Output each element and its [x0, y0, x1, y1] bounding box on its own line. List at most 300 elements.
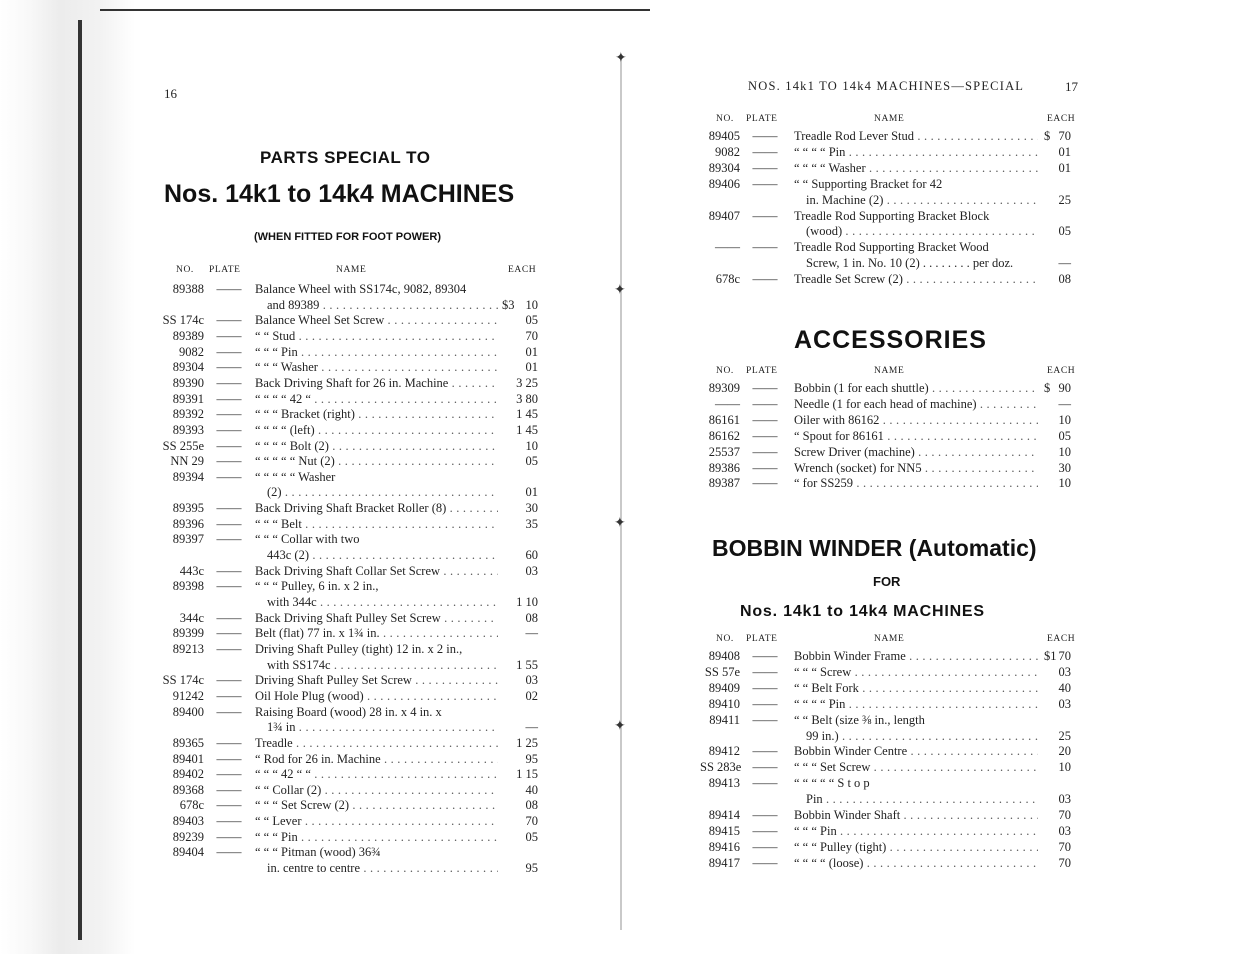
part-name: Treadle Rod Supporting Bracket Block — [794, 208, 990, 223]
part-name: Pin . . . — [806, 792, 1038, 808]
plate-dash: —— — [752, 696, 778, 711]
part-number: SS 283e — [700, 760, 742, 775]
part-number: 89393 — [172, 422, 204, 437]
table-row — [700, 193, 1080, 209]
table-row — [700, 792, 1080, 808]
part-price: — — [525, 626, 538, 641]
plate-dash: —— — [752, 855, 778, 870]
part-name: Bobbin (1 for each shuttle) . . . — [794, 381, 1038, 397]
dollar-sign: $ — [1044, 129, 1051, 143]
plate-dash: —— — [752, 839, 778, 854]
part-name: “ “ “ Set Screw . . . — [794, 760, 1038, 776]
plate-dash: —— — [216, 438, 242, 453]
part-number: SS 174c — [162, 673, 204, 688]
table-row — [158, 485, 548, 501]
part-number: 89411 — [709, 712, 740, 727]
part-name: Oiler with 86162 . . . — [794, 413, 1038, 429]
running-header: NOS. 14k1 TO 14k4 MACHINES—SPECIAL — [748, 79, 1025, 93]
part-number: 89399 — [172, 626, 204, 641]
part-number: 89416 — [708, 839, 740, 854]
plate-dash: —— — [216, 313, 242, 328]
table-row — [700, 272, 1080, 288]
part-number: —— — [715, 396, 740, 411]
table-row — [700, 381, 1080, 397]
part-number: 89414 — [708, 808, 740, 822]
plate-dash: —— — [216, 344, 242, 359]
column-no: NO. — [716, 366, 734, 376]
plate-dash: —— — [752, 649, 778, 663]
part-name: Driving Shaft Pulley Set Screw . . . — [255, 673, 498, 689]
column-plate: PLATE — [746, 114, 778, 124]
column-name: NAME — [336, 265, 367, 275]
table-row — [158, 282, 548, 298]
part-name: “ “ “ “ Bolt (2) . . . — [255, 439, 498, 455]
top-rule — [100, 9, 650, 11]
plate-dash: —— — [752, 176, 778, 191]
table-row — [158, 532, 548, 548]
part-name: Back Driving Shaft for 26 in. Machine . . . — [255, 376, 498, 392]
table-row — [158, 626, 548, 642]
plate-dash: —— — [216, 814, 242, 829]
plate-dash: —— — [216, 454, 242, 469]
accessories-title: ACCESSORIES — [794, 326, 987, 354]
part-price: 03 — [1058, 823, 1071, 838]
part-name: “ “ “ Pulley (tight) . . . — [794, 840, 1038, 856]
table-row — [158, 689, 548, 705]
part-name: “ “ “ Belt . . . — [255, 517, 498, 533]
table-row — [700, 429, 1080, 445]
part-price: 10 — [1058, 760, 1071, 775]
part-name: “ “ “ Washer . . . — [255, 360, 498, 376]
part-number: 89400 — [172, 704, 204, 719]
binding-mark: ✦ — [614, 719, 626, 734]
part-name: Treadle Rod Lever Stud . . . — [794, 129, 1038, 145]
part-price: — — [1058, 396, 1071, 411]
part-price: 95 — [525, 861, 538, 876]
plate-dash: —— — [216, 641, 242, 656]
plate-dash: —— — [752, 664, 778, 679]
part-number: 89407 — [708, 208, 740, 223]
table-row — [700, 445, 1080, 461]
table-row — [158, 783, 548, 799]
part-name: Back Driving Shaft Collar Set Screw . . . — [255, 564, 498, 580]
plate-dash: —— — [752, 444, 778, 459]
part-price: 08 — [525, 798, 538, 813]
plate-dash: —— — [752, 412, 778, 427]
section-note: (WHEN FITTED FOR FOOT POWER) — [254, 231, 441, 243]
part-price: 1 45 — [516, 407, 538, 422]
section-subtitle: PARTS SPECIAL TO — [260, 148, 431, 167]
table-row — [700, 161, 1080, 177]
part-price: 03 — [1058, 792, 1071, 807]
part-name: Bobbin Winder Centre . . . — [794, 744, 1038, 760]
section-title: Nos. 14k1 to 14k4 MACHINES — [164, 180, 515, 208]
part-price: 70 — [1058, 839, 1071, 854]
part-number: 89413 — [708, 776, 740, 791]
plate-dash: —— — [216, 516, 242, 531]
part-price: 03 — [1058, 664, 1071, 679]
part-number: 89406 — [708, 176, 740, 191]
part-price: 01 — [1058, 144, 1071, 159]
plate-dash: —— — [216, 735, 242, 750]
plate-dash: —— — [752, 396, 778, 411]
part-name: in. Machine (2) . . . — [806, 193, 1038, 209]
part-name: Driving Shaft Pulley (tight) 12 in. x 2 in., — [255, 641, 463, 656]
part-name: “ “ Collar (2) . . . — [255, 783, 498, 799]
table-row — [700, 397, 1080, 413]
plate-dash: —— — [216, 688, 242, 703]
part-number: 86162 — [708, 428, 740, 443]
plate-dash: —— — [752, 823, 778, 838]
part-number: 89389 — [172, 328, 204, 343]
part-price: 90 — [1058, 381, 1071, 395]
part-price: 3 25 — [516, 375, 538, 390]
part-price: 01 — [1058, 160, 1071, 175]
part-number: 89365 — [172, 735, 204, 750]
part-number: 25537 — [708, 444, 740, 459]
table-row — [700, 476, 1080, 492]
part-name: “ “ “ “ Washer . . . — [794, 161, 1038, 177]
table-row — [158, 454, 548, 470]
table-row — [158, 407, 548, 423]
table-row — [158, 845, 548, 861]
part-name: Balance Wheel Set Screw . . . — [255, 313, 498, 329]
plate-dash: —— — [752, 776, 778, 791]
part-name: (wood) . . . — [806, 224, 1038, 240]
plate-dash: —— — [752, 129, 778, 143]
part-number: 89386 — [708, 460, 740, 475]
part-name: Bobbin Winder Frame . . . — [794, 649, 1038, 665]
part-number: 89415 — [708, 823, 740, 838]
plate-dash: —— — [216, 782, 242, 797]
table-row — [700, 808, 1080, 824]
table-row — [158, 345, 548, 361]
part-name: “ “ Belt (size ⅜ in., length — [794, 712, 925, 727]
part-number: 89398 — [172, 579, 204, 594]
part-price: 10 — [1058, 444, 1071, 459]
part-number: 89387 — [708, 476, 740, 491]
part-number: 89391 — [172, 391, 204, 406]
column-each: EACH — [1047, 114, 1076, 124]
page-number-right: 17 — [1065, 79, 1078, 94]
part-name: with 344c . . . — [267, 595, 498, 611]
part-price: 25 — [1058, 192, 1071, 207]
plate-dash: —— — [752, 428, 778, 443]
part-number: 91242 — [172, 688, 204, 703]
plate-dash: —— — [216, 282, 242, 296]
plate-dash: —— — [216, 360, 242, 375]
column-name: NAME — [874, 114, 905, 124]
plate-dash: —— — [752, 272, 778, 287]
plate-dash: —— — [216, 328, 242, 343]
part-name: Bobbin Winder Shaft . . . — [794, 808, 1038, 824]
part-name: “ “ “ “ Pin . . . — [794, 697, 1038, 713]
table-row — [158, 798, 548, 814]
plate-dash: —— — [216, 673, 242, 688]
table-row — [158, 720, 548, 736]
dollar-sign: $ — [1044, 381, 1051, 395]
column-no: NO. — [176, 265, 194, 275]
table-row — [158, 501, 548, 517]
table-row — [158, 642, 548, 658]
plate-dash: —— — [752, 208, 778, 223]
part-number: 89390 — [172, 375, 204, 390]
plate-dash: —— — [752, 476, 778, 491]
part-price: 01 — [525, 360, 538, 375]
part-number: 89368 — [172, 782, 204, 797]
part-price: 02 — [525, 688, 538, 703]
part-price: 08 — [1058, 272, 1071, 287]
part-price: 01 — [525, 344, 538, 359]
dollar-sign: $1 — [1044, 649, 1057, 663]
table-row — [158, 329, 548, 345]
part-name: Balance Wheel with SS174c, 9082, 89304 — [255, 282, 467, 296]
part-price: 70 — [525, 328, 538, 343]
column-plate: PLATE — [209, 265, 241, 275]
part-number: 678c — [715, 272, 740, 287]
part-number: 89304 — [708, 160, 740, 175]
column-each: EACH — [1047, 634, 1076, 644]
part-price: 1 15 — [516, 767, 538, 782]
part-name: “ “ “ 42 “ “ . . . — [255, 767, 498, 783]
part-name: “ “ “ “ “ Washer — [255, 469, 336, 484]
part-name: “ “ “ Collar with two — [255, 532, 360, 547]
part-name: Back Driving Shaft Pulley Set Screw . . . — [255, 611, 498, 627]
dollar-sign: $3 — [502, 297, 515, 312]
part-name: “ “ Supporting Bracket for 42 — [794, 176, 943, 191]
table-row — [700, 760, 1080, 776]
part-name: “ “ “ “ Pin . . . — [794, 145, 1038, 161]
part-price: 60 — [525, 548, 538, 563]
column-each: EACH — [508, 265, 537, 275]
part-number: 89417 — [708, 855, 740, 870]
part-name: 1¾ in . . . — [267, 720, 498, 736]
part-price: 70 — [1058, 808, 1071, 822]
table-row — [700, 256, 1080, 272]
page-edge — [78, 20, 82, 940]
part-number: 89392 — [172, 407, 204, 422]
part-number: 89309 — [708, 381, 740, 395]
table-row — [158, 595, 548, 611]
part-price: 05 — [525, 454, 538, 469]
column-name: NAME — [874, 634, 905, 644]
part-name: Back Driving Shaft Bracket Roller (8) . . . — [255, 501, 498, 517]
plate-dash: —— — [216, 610, 242, 625]
part-price: 20 — [1058, 744, 1071, 759]
table-row — [158, 548, 548, 564]
part-name: “ “ “ Pulley, 6 in. x 2 in., — [255, 579, 379, 594]
part-number: 89213 — [172, 641, 204, 656]
part-name: “ “ Belt Fork . . . — [794, 681, 1038, 697]
plate-dash: —— — [216, 829, 242, 844]
table-row — [158, 830, 548, 846]
column-plate: PLATE — [746, 634, 778, 644]
part-name: “ “ “ Screw . . . — [794, 665, 1038, 681]
part-name: Treadle Set Screw (2) . . . — [794, 272, 1038, 288]
table-row — [700, 824, 1080, 840]
column-each: EACH — [1047, 366, 1076, 376]
part-name: Raising Board (wood) 28 in. x 4 in. x — [255, 704, 442, 719]
part-name: 99 in.) . . . — [806, 729, 1038, 745]
table-row — [158, 423, 548, 439]
plate-dash: —— — [752, 144, 778, 159]
part-name: “ “ “ Pin . . . — [255, 345, 498, 361]
column-no: NO. — [716, 634, 734, 644]
part-name: “ “ “ “ (loose) . . . — [794, 856, 1038, 872]
table-row — [158, 392, 548, 408]
plate-dash: —— — [752, 460, 778, 475]
table-row — [700, 713, 1080, 729]
part-number: 678c — [179, 798, 204, 813]
table-row — [700, 145, 1080, 161]
part-price: 1 25 — [516, 735, 538, 750]
plate-dash: —— — [216, 704, 242, 719]
table-row — [700, 665, 1080, 681]
table-row — [158, 564, 548, 580]
part-price: 05 — [1058, 428, 1071, 443]
part-number: 89396 — [172, 516, 204, 531]
part-price: 40 — [1058, 680, 1071, 695]
part-number: 89410 — [708, 696, 740, 711]
part-name: “ “ “ “ (left) . . . — [255, 423, 498, 439]
part-price: 03 — [1058, 696, 1071, 711]
plate-dash: —— — [752, 680, 778, 695]
part-number: 89405 — [708, 129, 740, 143]
part-name: “ “ “ Bracket (right) . . . — [255, 407, 498, 423]
table-row — [700, 224, 1080, 240]
bobbin-title-main: BOBBIN WINDER — [712, 535, 903, 561]
plate-dash: —— — [216, 391, 242, 406]
table-row — [158, 767, 548, 783]
part-number: 89239 — [172, 829, 204, 844]
table-row — [158, 611, 548, 627]
table-row — [158, 814, 548, 830]
table-row — [700, 177, 1080, 193]
part-price: 03 — [525, 563, 538, 578]
part-price: 40 — [525, 782, 538, 797]
part-number: SS 57e — [704, 664, 740, 679]
plate-dash: —— — [216, 501, 242, 516]
plate-dash: —— — [752, 160, 778, 175]
table-row — [700, 776, 1080, 792]
part-price: 3 80 — [516, 391, 538, 406]
part-name: “ for SS259 . . . — [794, 476, 1038, 492]
part-name: Screw Driver (machine) . . . — [794, 445, 1038, 461]
table-row — [158, 861, 548, 877]
part-number: 89401 — [172, 751, 204, 766]
bobbin-title — [712, 535, 1037, 562]
part-price: 70 — [1058, 649, 1071, 663]
part-name: “ Spout for 86161 . . . — [794, 429, 1038, 445]
table-row — [158, 360, 548, 376]
part-price: 1 10 — [516, 595, 538, 609]
part-price: 25 — [1058, 728, 1071, 743]
binding-mark: ✦ — [614, 283, 626, 298]
part-name: “ “ “ Pin . . . — [794, 824, 1038, 840]
part-name: “ “ Lever . . . — [255, 814, 498, 830]
part-name: Screw, 1 in. No. 10 (2) . . . . . . . . per doz. — [806, 256, 1014, 271]
table-row — [158, 673, 548, 689]
part-name: “ “ “ Pitman (wood) 36¾ — [255, 845, 381, 860]
part-name: in. centre to centre . . . — [267, 861, 498, 877]
plate-dash: —— — [752, 712, 778, 727]
table-row — [158, 376, 548, 392]
table-row — [700, 697, 1080, 713]
table-row — [700, 413, 1080, 429]
part-price: 10 — [525, 438, 538, 453]
part-price: 10 — [1058, 476, 1071, 491]
table-row — [158, 658, 548, 674]
part-name: Needle (1 for each head of machine) . . . — [794, 397, 1038, 413]
plate-dash: —— — [216, 798, 242, 813]
part-name: Belt (flat) 77 in. x 1¾ in. . . . — [255, 626, 498, 642]
plate-dash: —— — [216, 422, 242, 437]
table-row — [158, 517, 548, 533]
plate-dash: —— — [216, 532, 242, 547]
part-name: “ “ “ “ 42 “ . . . — [255, 392, 498, 408]
column-plate: PLATE — [746, 366, 778, 376]
part-number: SS 255e — [162, 438, 204, 453]
left-page — [0, 0, 612, 954]
part-name: “ “ “ “ “ S t o p — [794, 776, 870, 791]
column-no: NO. — [716, 114, 734, 124]
part-name: “ “ “ “ “ Nut (2) . . . — [255, 454, 498, 470]
part-price: 10 — [1058, 412, 1071, 427]
plate-dash: —— — [216, 751, 242, 766]
table-row — [700, 240, 1080, 256]
part-name: “ “ “ Pin . . . — [255, 830, 498, 846]
table-row — [700, 461, 1080, 477]
part-name: and 89389 . . . — [267, 298, 498, 314]
part-number: SS 174c — [162, 313, 204, 328]
plate-dash: —— — [216, 407, 242, 422]
part-price: — — [525, 720, 538, 735]
table-row — [158, 752, 548, 768]
part-number: 89409 — [708, 680, 740, 695]
part-price: 70 — [1058, 129, 1071, 143]
part-number: NN 29 — [170, 454, 204, 469]
right-page — [612, 0, 1235, 954]
plate-dash: —— — [752, 760, 778, 775]
part-name: “ “ “ Set Screw (2) . . . — [255, 798, 498, 814]
column-name: NAME — [874, 366, 905, 376]
bobbin-machines: Nos. 14k1 to 14k4 MACHINES — [740, 603, 985, 620]
part-name: Treadle Rod Supporting Bracket Wood — [794, 240, 989, 255]
page-number-left: 16 — [164, 86, 177, 101]
table-row — [700, 681, 1080, 697]
part-price: 70 — [1058, 855, 1071, 870]
part-number: 89304 — [172, 360, 204, 375]
part-price: 08 — [525, 610, 538, 625]
table-row — [700, 209, 1080, 225]
plate-dash: —— — [752, 744, 778, 759]
part-price: 05 — [525, 829, 538, 844]
table-row — [158, 579, 548, 595]
part-number: 86161 — [708, 412, 740, 427]
part-name: Oil Hole Plug (wood) . . . — [255, 689, 498, 705]
plate-dash: —— — [216, 375, 242, 390]
part-price: 05 — [525, 313, 538, 328]
part-number: 89397 — [172, 532, 204, 547]
part-name: 443c (2) . . . — [267, 548, 498, 564]
binding-mark: ✦ — [615, 51, 627, 66]
part-price: 30 — [525, 501, 538, 516]
part-price: 03 — [525, 673, 538, 688]
part-number: 89394 — [172, 469, 204, 484]
plate-dash: —— — [216, 767, 242, 782]
part-price: 1 45 — [516, 422, 538, 437]
part-name: Wrench (socket) for NN5 . . . — [794, 461, 1038, 477]
